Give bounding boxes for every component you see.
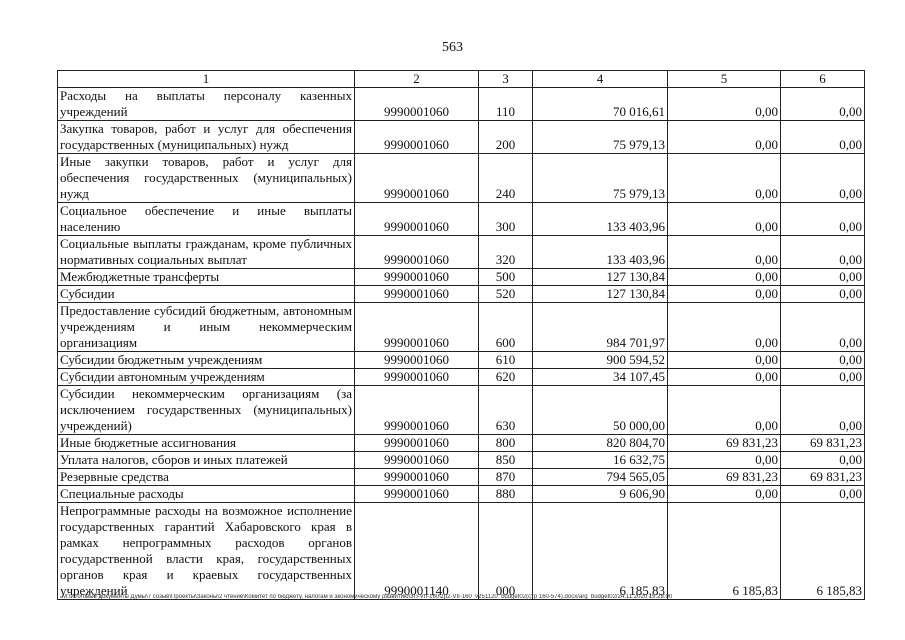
row-amount-col4: 75 979,13 [533,154,668,203]
row-expense-type: 200 [479,121,533,154]
row-name: Расходы на выплаты персоналу казенных учреждений [58,88,355,121]
table-row [58,452,865,469]
budget-table [57,70,865,600]
row-target-code: 9990001060 [355,286,479,303]
table-row [58,369,865,386]
row-target-code: 9990001060 [355,269,479,286]
row-amount-col4: 794 565,05 [533,469,668,486]
row-expense-type: 520 [479,286,533,303]
row-amount-col4: 6 185,83 [533,503,668,600]
row-amount-col4: 820 804,70 [533,435,668,452]
row-amount-col6: 0,00 [781,303,865,352]
row-expense-type: 630 [479,386,533,435]
row-expense-type: 320 [479,236,533,269]
row-name: Иные бюджетные ассигнования [58,435,355,452]
row-expense-type: 240 [479,154,533,203]
row-amount-col5: 69 831,23 [668,435,781,452]
row-name: Субсидии автономным учреждениям [58,369,355,386]
column-header-3: 3 [479,71,533,88]
row-name: Социальное обеспечение и иные выплаты населению [58,203,355,236]
row-target-code: 9990001060 [355,121,479,154]
row-name: Субсидии бюджетным учреждениям [58,352,355,369]
row-amount-col5: 0,00 [668,386,781,435]
row-target-code: 9990001060 [355,386,479,435]
column-header-2: 2 [355,71,479,88]
row-name: Предоставление субсидий бюджетным, автономным учреждениям и иным некоммерческим организациям [58,303,355,352]
row-amount-col4: 34 107,45 [533,369,668,386]
table-row [58,469,865,486]
table-row [58,435,865,452]
row-amount-col5: 0,00 [668,303,781,352]
row-expense-type: 800 [479,435,533,452]
row-name: Социальные выплаты гражданам, кроме публичных нормативных социальных выплат [58,236,355,269]
file-path-footer: M:\Итоговые документы Думы\7 созыв\Проекты\Законы\2 чтение\Комитет по бюджету, налогам и экономическому развитию\3П-VII-160\zp2-VII-160_v251120_budget02(стр 160-574).docx/arg_budget02/24.11.2020 19:28:00 [62,594,673,600]
row-amount-col6: 0,00 [781,369,865,386]
row-target-code: 9990001060 [355,303,479,352]
row-amount-col6: 0,00 [781,352,865,369]
row-target-code: 9990001060 [355,352,479,369]
row-name: Иные закупки товаров, работ и услуг для обеспечения государственных (муниципальных) нужд [58,154,355,203]
row-amount-col6: 0,00 [781,88,865,121]
column-header-1: 1 [58,71,355,88]
table-row [58,386,865,435]
row-amount-col6: 0,00 [781,286,865,303]
row-amount-col4: 133 403,96 [533,236,668,269]
row-amount-col6: 0,00 [781,154,865,203]
row-amount-col5: 0,00 [668,486,781,503]
row-amount-col5: 0,00 [668,352,781,369]
row-amount-col4: 900 594,52 [533,352,668,369]
table-row [58,269,865,286]
row-amount-col4: 127 130,84 [533,269,668,286]
table-row [58,352,865,369]
column-header-6: 6 [781,71,865,88]
row-amount-col6: 69 831,23 [781,435,865,452]
row-expense-type: 110 [479,88,533,121]
row-name: Закупка товаров, работ и услуг для обеспечения государственных (муниципальных) нужд [58,121,355,154]
row-amount-col5: 0,00 [668,203,781,236]
row-name: Субсидии [58,286,355,303]
row-expense-type: 300 [479,203,533,236]
row-amount-col4: 75 979,13 [533,121,668,154]
row-expense-type: 850 [479,452,533,469]
row-amount-col5: 0,00 [668,269,781,286]
row-amount-col6: 69 831,23 [781,469,865,486]
row-target-code: 9990001060 [355,435,479,452]
row-amount-col4: 70 016,61 [533,88,668,121]
row-amount-col4: 50 000,00 [533,386,668,435]
table-row [58,154,865,203]
row-expense-type: 600 [479,303,533,352]
row-name: Субсидии некоммерческим организациям (за исключением государственных (муниципальных) учреждений) [58,386,355,435]
row-target-code: 9990001060 [355,203,479,236]
row-name: Уплата налогов, сборов и иных платежей [58,452,355,469]
row-amount-col5: 0,00 [668,369,781,386]
row-name: Резервные средства [58,469,355,486]
row-amount-col4: 9 606,90 [533,486,668,503]
row-amount-col6: 0,00 [781,236,865,269]
row-expense-type: 870 [479,469,533,486]
row-name: Специальные расходы [58,486,355,503]
row-target-code: 9990001060 [355,154,479,203]
row-amount-col5: 0,00 [668,286,781,303]
column-header-4: 4 [533,71,668,88]
row-amount-col6: 0,00 [781,452,865,469]
row-expense-type: 610 [479,352,533,369]
row-target-code: 9990001060 [355,486,479,503]
table-row [58,503,865,600]
row-amount-col6: 0,00 [781,486,865,503]
table-row [58,88,865,121]
table-row [58,236,865,269]
table-row [58,486,865,503]
table-row [58,121,865,154]
row-amount-col5: 0,00 [668,236,781,269]
row-amount-col6: 0,00 [781,203,865,236]
row-amount-col5: 0,00 [668,154,781,203]
row-target-code: 9990001140 [355,503,479,600]
row-amount-col4: 984 701,97 [533,303,668,352]
table-header-row [58,71,865,88]
row-amount-col5: 6 185,83 [668,503,781,600]
page-number: 563 [442,40,463,55]
row-amount-col6: 0,00 [781,386,865,435]
row-amount-col6: 0,00 [781,121,865,154]
row-name: Межбюджетные трансферты [58,269,355,286]
table-row [58,286,865,303]
row-amount-col4: 133 403,96 [533,203,668,236]
row-name: Непрограммные расходы на возможное исполнение государственных гарантий Хабаровского края в рамках непрограммных расходов органов государственной власти края, государственных органов края и краевых государственных учреждений [58,503,355,600]
row-amount-col5: 69 831,23 [668,469,781,486]
column-header-5: 5 [668,71,781,88]
row-amount-col5: 0,00 [668,452,781,469]
row-target-code: 9990001060 [355,88,479,121]
row-expense-type: 620 [479,369,533,386]
row-expense-type: 500 [479,269,533,286]
row-target-code: 9990001060 [355,452,479,469]
row-amount-col4: 127 130,84 [533,286,668,303]
table-body [58,88,865,600]
row-amount-col6: 6 185,83 [781,503,865,600]
row-expense-type: 000 [479,503,533,600]
row-target-code: 9990001060 [355,469,479,486]
row-target-code: 9990001060 [355,369,479,386]
table-row [58,303,865,352]
row-amount-col5: 0,00 [668,121,781,154]
row-amount-col6: 0,00 [781,269,865,286]
row-amount-col5: 0,00 [668,88,781,121]
row-amount-col4: 16 632,75 [533,452,668,469]
table-row [58,203,865,236]
row-expense-type: 880 [479,486,533,503]
row-target-code: 9990001060 [355,236,479,269]
